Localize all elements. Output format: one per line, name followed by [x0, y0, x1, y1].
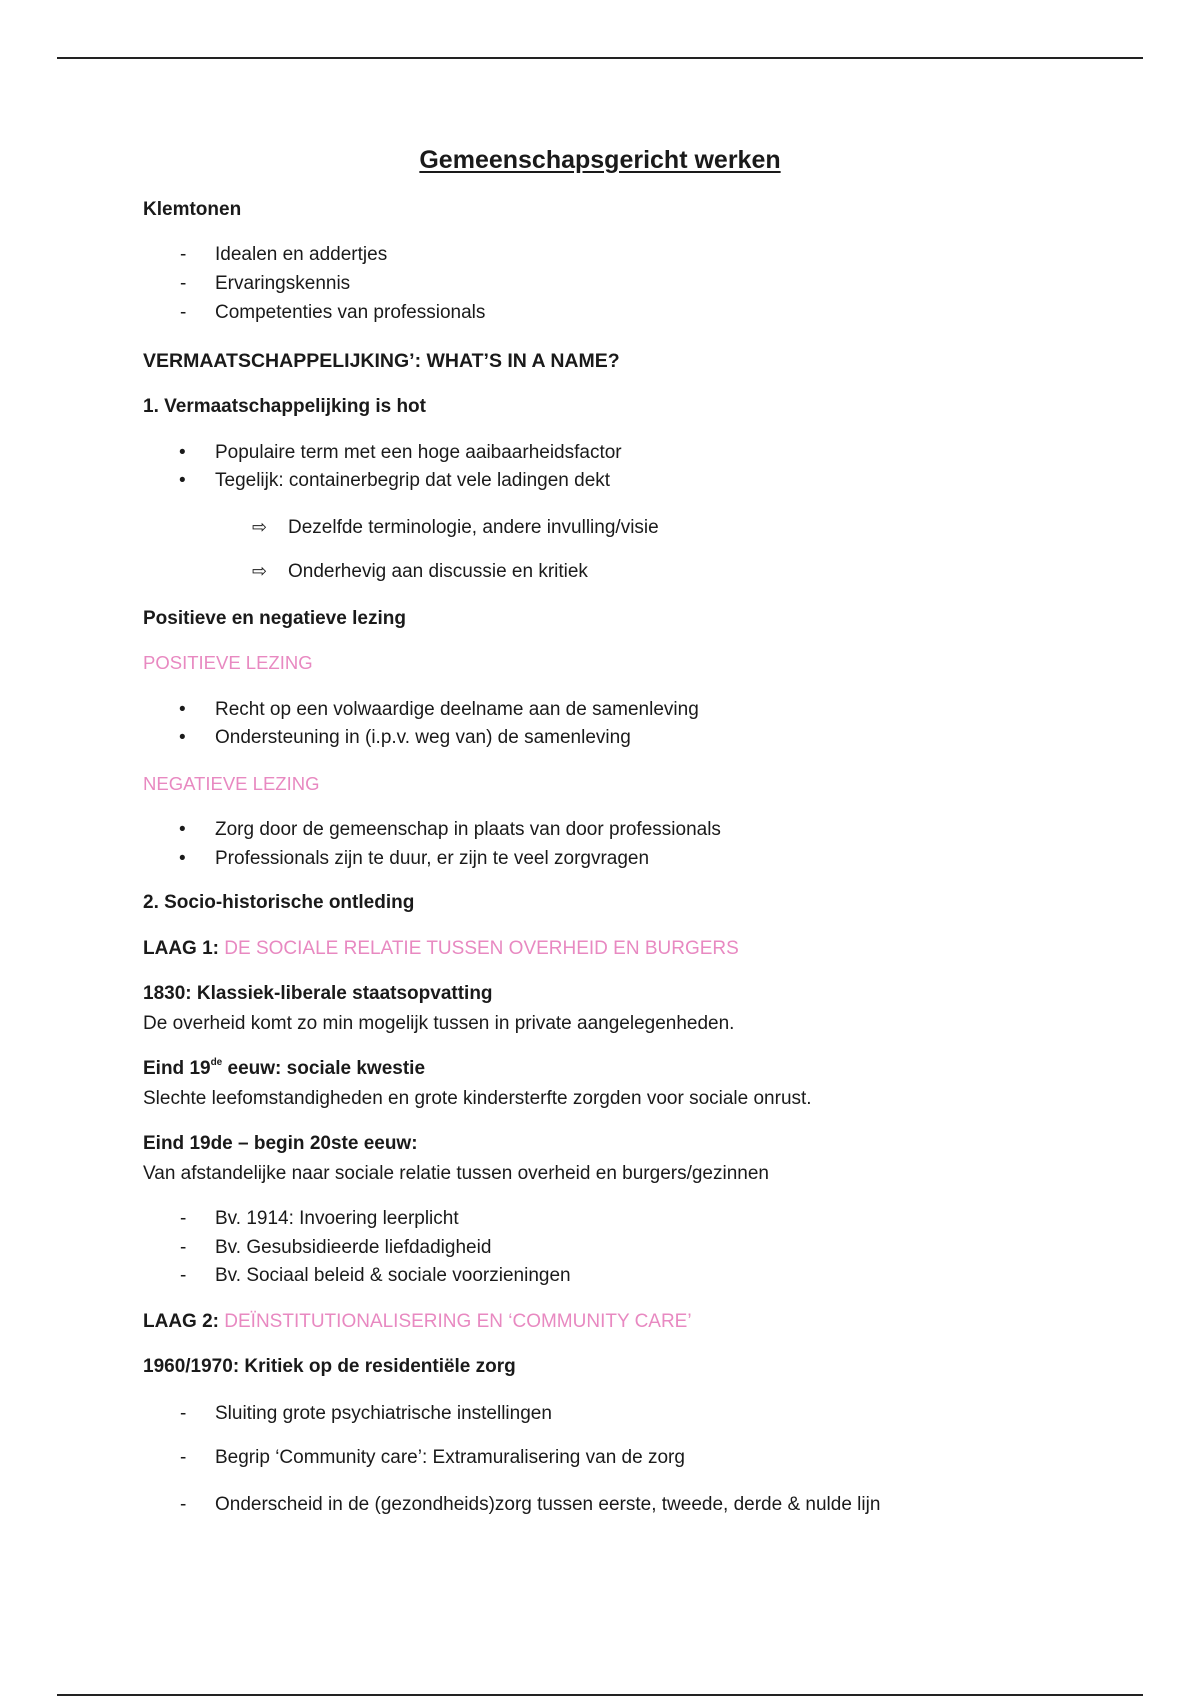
laag2-heading — [143, 1311, 692, 1333]
positive-heading: POSITIEVE LEZING — [143, 652, 313, 673]
p1830-heading: 1830: Klassiek-liberale staatsopvatting — [143, 983, 493, 1004]
dash-marker: - — [180, 1447, 187, 1468]
list-item: Idealen en addertjes — [215, 244, 388, 265]
dash-marker: - — [180, 302, 187, 323]
eind19begin20-heading: Eind 19de – begin 20ste eeuw: — [143, 1133, 418, 1154]
list-item: Bv. Gesubsidieerde liefdadigheid — [215, 1237, 492, 1258]
laag1-title: DE SOCIALE RELATIE TUSSEN OVERHEID EN BURGERS — [224, 938, 739, 959]
eind19-heading-a: Eind 19 — [143, 1058, 211, 1079]
laag1-heading — [143, 938, 739, 960]
list-item: Ervaringskennis — [215, 273, 351, 294]
dash-marker: - — [180, 273, 187, 294]
bullet-marker: • — [179, 848, 186, 869]
eind19-heading-b: eeuw: sociale kwestie — [222, 1058, 426, 1079]
eind19-sup: de — [210, 1057, 223, 1068]
bullet-marker: • — [179, 819, 186, 840]
p1830-text: De overheid komt zo min mogelijk tussen in private aangelegenheden. — [143, 1013, 735, 1034]
list-item: Recht op een volwaardige deelname aan de samenleving — [215, 699, 699, 720]
dash-marker: - — [180, 1403, 187, 1424]
lezing-heading: Positieve en negatieve lezing — [143, 608, 406, 629]
document-title: Gemeenschapsgericht werken — [419, 146, 781, 174]
list-item: Professionals zijn te duur, er zijn te veel zorgvragen — [215, 848, 650, 869]
list-item: Onderscheid in de (gezondheids)zorg tussen eerste, tweede, derde & nulde lijn — [215, 1494, 881, 1515]
dash-marker: - — [180, 1237, 187, 1258]
eind19-text: Slechte leefomstandigheden en grote kindersterfte zorgden voor sociale onrust. — [143, 1088, 812, 1109]
list-item: Begrip ‘Community care’: Extramuralisering van de zorg — [215, 1447, 685, 1468]
part2-heading: 2. Socio-historische ontleding — [143, 892, 415, 913]
header-rule — [57, 57, 1143, 59]
bullet-marker: • — [179, 699, 186, 720]
list-item: Bv. Sociaal beleid & sociale voorzieningen — [215, 1265, 571, 1286]
list-item: Bv. 1914: Invoering leerplicht — [215, 1208, 459, 1229]
list-item: Populaire term met een hoge aaibaarheidsfactor — [215, 442, 622, 463]
list-item: Dezelfde terminologie, andere invulling/visie — [288, 517, 659, 538]
laag2-prefix: LAAG 2: — [143, 1311, 219, 1332]
p1960-heading: 1960/1970: Kritiek op de residentiële zorg — [143, 1356, 516, 1377]
bullet-marker: • — [179, 442, 186, 463]
list-item: Competenties van professionals — [215, 302, 486, 323]
eind19begin20-text: Van afstandelijke naar sociale relatie tussen overheid en burgers/gezinnen — [143, 1163, 769, 1184]
arrow-icon: ⇨ — [252, 561, 268, 581]
list-item: Tegelijk: containerbegrip dat vele ladingen dekt — [215, 470, 611, 491]
dash-marker: - — [180, 1265, 187, 1286]
dash-marker: - — [180, 1494, 187, 1515]
list-item: Onderhevig aan discussie en kritiek — [288, 561, 588, 582]
dash-marker: - — [180, 1208, 187, 1229]
arrow-icon: ⇨ — [252, 517, 268, 537]
list-item: Sluiting grote psychiatrische instellingen — [215, 1403, 552, 1424]
laag1-prefix: LAAG 1: — [143, 938, 219, 959]
list-item: Ondersteuning in (i.p.v. weg van) de samenleving — [215, 727, 631, 748]
klemtonen-heading: Klemtonen — [143, 199, 242, 220]
dash-marker: - — [180, 244, 187, 265]
bullet-marker: • — [179, 727, 186, 748]
section-title: VERMAATSCHAPPELIJKING’: WHAT’S IN A NAME? — [143, 350, 620, 372]
bullet-marker: • — [179, 470, 186, 491]
eind19-heading — [143, 1058, 425, 1080]
laag2-title: DEÏNSTITUTIONALISERING EN ‘COMMUNITY CARE’ — [224, 1311, 692, 1332]
list-item: Zorg door de gemeenschap in plaats van door professionals — [215, 819, 721, 840]
footer-rule — [57, 1694, 1143, 1696]
part1-heading: 1. Vermaatschappelijking is hot — [143, 396, 426, 417]
negative-heading: NEGATIEVE LEZING — [143, 773, 320, 794]
